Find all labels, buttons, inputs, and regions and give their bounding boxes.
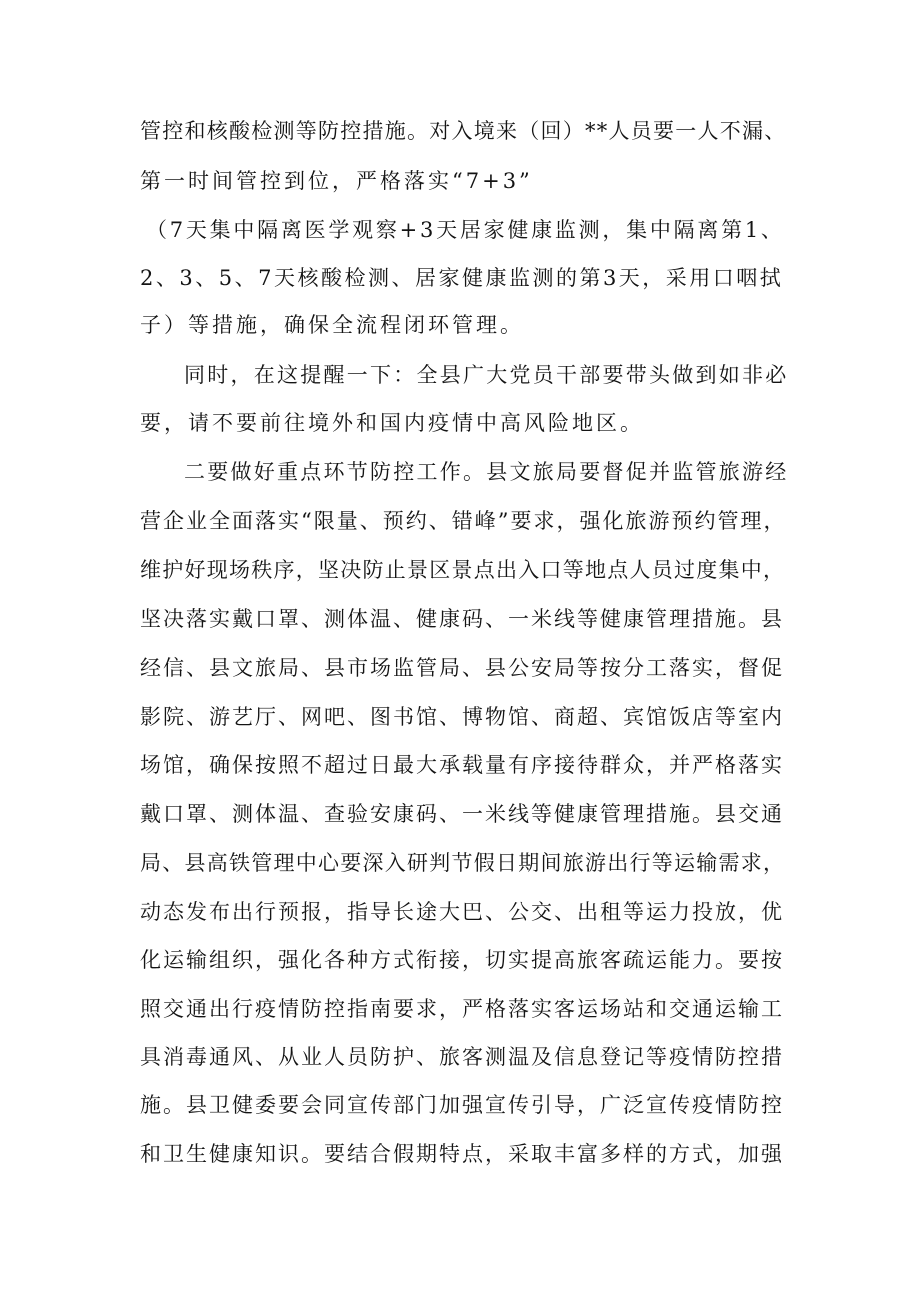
text-line: 经信、县文旅局、县市场监管局、县公安局等按分工落实，督促: [140, 656, 784, 680]
text-line: 第一时间管控到位，严格落实“7+3”: [140, 169, 533, 193]
text-line: 动态发布出行预报，指导长途大巴、公交、出租等运力投放，优: [140, 900, 784, 924]
text-line: 营企业全面落实“限量、预约、错峰”要求，强化旅游预约管理，: [140, 509, 787, 533]
text-line: 具消毒通风、从业人员防护、旅客测温及信息登记等疫情防控措: [140, 1045, 784, 1069]
text-line: 坚决落实戴口罩、测体温、健康码、一米线等健康管理措施。县: [140, 607, 784, 631]
text-line: 场馆，确保按照不超过日最大承载量有序接待群众，并严格落实: [140, 753, 784, 777]
text-line: 影院、游艺厅、网吧、图书馆、博物馆、商超、宾馆饭店等室内: [140, 705, 784, 729]
text-line: 照交通出行疫情防控指南要求，严格落实客运场站和交通运输工: [140, 997, 784, 1021]
text-line: 维护好现场秩序，坚决防止景区景点出入口等地点人员过度集中，: [140, 558, 786, 582]
text-line: 戴口罩、测体温、查验安康码、一米线等健康管理措施。县交通: [140, 802, 784, 826]
text-line: 化运输组织，强化各种方式衔接，切实提高旅客疏运能力。要按: [140, 948, 784, 972]
text-line: 局、县高铁管理中心要深入研判节假日期间旅游出行等运输需求，: [140, 851, 786, 875]
text-line: 施。县卫健委要会同宣传部门加强宣传引导，广泛宣传疫情防控: [140, 1093, 784, 1117]
text-line: 子）等措施，确保全流程闭环管理。: [140, 313, 524, 337]
text-line: 二要做好重点环节防控工作。县文旅局要督促并监管旅游经: [184, 460, 789, 484]
text-line: 要，请不要前往境外和国内疫情中高风险地区。: [140, 411, 644, 435]
text-line: 管控和核酸检测等防控措施。对入境来（回）**人员要一人不漏、: [140, 119, 787, 143]
text-line: 同时，在这提醒一下：全县广大党员干部要带头做到如非必: [184, 363, 789, 387]
text-line: 和卫生健康知识。要结合假期特点，采取丰富多样的方式，加强: [140, 1142, 784, 1166]
text-line: （7天集中隔离医学观察+3天居家健康监测，集中隔离第1、: [146, 218, 785, 242]
text-line: 2、3、5、7天核酸检测、居家健康监测的第3天，采用口咽拭: [140, 266, 784, 290]
